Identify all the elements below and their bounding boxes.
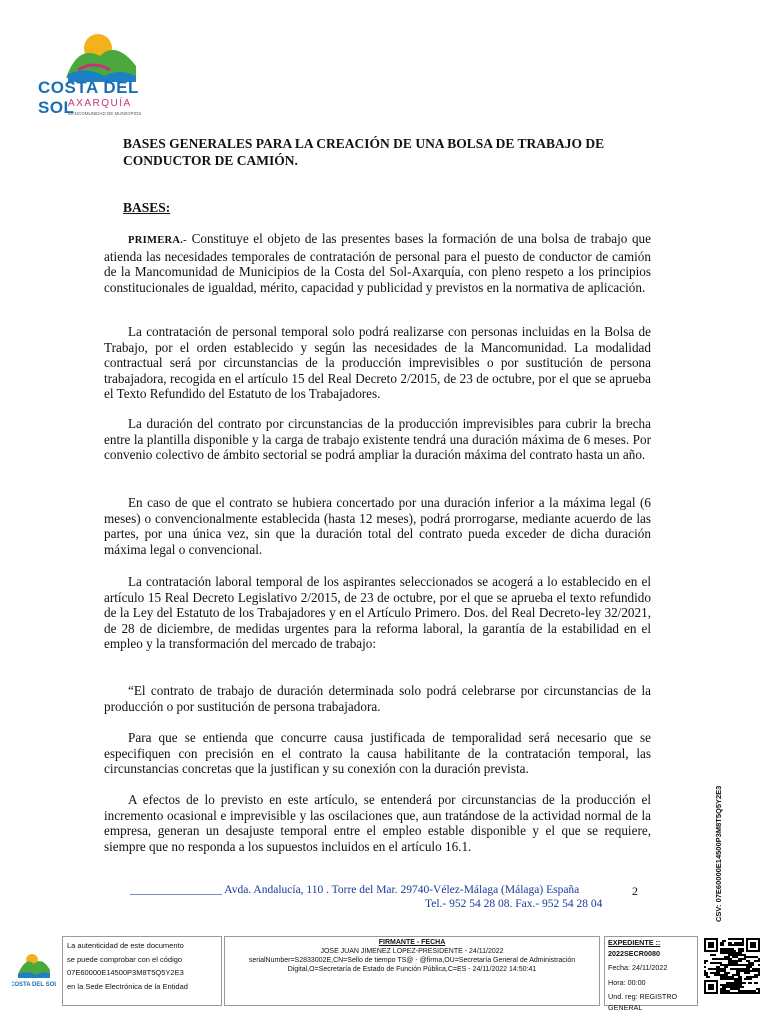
und-reg: Und. reg: REGISTRO GENERAL: [608, 992, 678, 1012]
logo-brand-line1: COSTA DEL SOL: [38, 78, 139, 117]
paragraph-text: La contratación laboral temporal de los aspirantes seleccionados se acogerá a lo establecido en el artículo 15 Real Decreto Legislativo 2/2015, de 23 de octubre, por el que se aprueba el texto refundido de la Ley del Estatuto de los Trabajadores y en el Artículo Primero. Dos. del Real Decreto-ley 32/2021, de 28 de diciembre, de medidas urgentes para la reforma laboral, la garantía de la estabilidad en el empleo y la transformación del mercado de trabajo:: [104, 574, 651, 652]
paragraph-6: [104, 683, 651, 714]
expediente-label: EXPEDIENTE ::: [608, 938, 661, 947]
authenticity-box: [62, 936, 222, 1006]
section-heading: BASES:: [123, 200, 171, 215]
paragraph-4: [104, 495, 651, 557]
fecha: Fecha: 24/11/2022: [608, 963, 668, 972]
paragraph-text: Para que se entienda que concurre causa justificada de temporalidad será necesario que se especifiquen con precisión en el contrato la causa habilitante de la contratación temporal, las circunstancias concretas que la justifican y su conexión con la duración prevista.: [104, 730, 651, 777]
digital-line: Digital,O=Secretaría de Estado de Función Pública,C=ES - 24/11/2022 14:50:41: [287, 966, 537, 973]
firmante-header: FIRMANTE - FECHA: [378, 939, 446, 946]
serial-line: serialNumber=S2833002E,CN=Sello de tiempo TS@ - @firma,OU=Secretaría General de Administración: [248, 957, 576, 964]
paragraph-text: A efectos de lo previsto en este artículo, se entenderá por circunstancias de la producción el incremento ocasional e imprevisible y las oscilaciones que, aun tratándose de la actividad normal de la empresa, generan un desajuste temporal entre el empleo estable disponible y el que se requiere, siempre que no responda a los supuestos incluidos en el artículo 16.1.: [104, 792, 651, 854]
primera-label: PRIMERA.-: [128, 235, 187, 246]
paragraph-text: Constituye el objeto de las presentes bases la formación de una bolsa de trabajo que atienda las necesidades temporales de contratación de personal para el puesto de conductor de camión de la Mancomunidad de Municipios de la Costa del Sol-Axarquía, con pleno respeto a los principios constitucionales de igualdad, mérito, capacidad y publicidad y previstos en la normativa de aplicación.: [104, 231, 652, 295]
logo-brand-line2: AXARQUÍA: [68, 98, 132, 109]
signer-box: [224, 936, 600, 1006]
footer-phone: Tel.- 952 54 28 08. Fax.- 952 54 28 04: [425, 898, 603, 910]
auth-line: La autenticidad de este documento: [67, 941, 184, 950]
paragraph-3: [104, 416, 651, 463]
paragraph-5: [104, 574, 651, 652]
qr-code-icon: [704, 938, 760, 994]
stamp-logo-icon: [12, 948, 56, 992]
hora: Hora: 00:00: [608, 977, 646, 987]
paragraph-text: En caso de que el contrato se hubiera concertado por una duración inferior a la máxima legal (6 meses) o convencionalmente establecida (hasta 12 meses), podrá prorrogarse, mediante acuerdo de las partes, por una única vez, sin que la duración total del contrato pueda exceder de dicha duración máxima legal o convencional.: [104, 495, 651, 557]
paragraph-1: [104, 231, 651, 295]
csv-side-code: CSV: 07E60000E14500P3M8T5Q5Y2E3: [714, 785, 723, 922]
auth-line: se puede comprobar con el código: [67, 954, 183, 964]
paragraph-text: La contratación de personal temporal solo podrá realizarse con personas incluidas en la Bolsa de Trabajo, por el orden establecido y según las necesidades de la Mancomunidad. La modalidad contractual será por circunstancias de la producción imprevisibles o por sustitución de persona trabajadora, recogida en el artículo 15 del Real Decreto 2/2015, de 23 de octubre, por el que se aprueba el Texto Refundido del Estatuto de los Trabajadores.: [104, 324, 651, 402]
paragraph-8: [104, 792, 651, 854]
auth-line: en la Sede Electrónica de la Entidad: [67, 981, 188, 991]
document-title: BASES GENERALES PARA LA CREACIÓN DE UNA BOLSA DE TRABAJO DE CONDUCTOR DE CAMIÓN.: [123, 136, 605, 168]
firmante-name: JOSE JUAN JIMENEZ LOPEZ-PRESIDENTE - 24/11/2022: [320, 948, 504, 955]
auth-line: 07E60000E14500P3M8T5Q5Y2E3: [67, 968, 184, 977]
paragraph-2: [104, 324, 651, 402]
footer-address: ________________ Avda. Andalucía, 110 . Torre del Mar. 29740-Vélez-Málaga (Málaga) España: [130, 884, 580, 896]
paragraph-text: La duración del contrato por circunstancias de la producción imprevisibles para cubrir la brecha entre la plantilla disponible y la carga de trabajo existente tendrá una duración máxima de 6 meses. Por convenio colectivo de ámbito sectorial se podrá ampliar la duración máxima del contrato hasta un año.: [104, 416, 651, 463]
svg-text:COSTA DEL SOL: COSTA DEL SOL: [12, 982, 56, 988]
mancomunidad-logo: [38, 26, 178, 118]
expediente-value: 2022SECR0080: [608, 948, 660, 958]
page-number: 2: [632, 884, 638, 898]
paragraph-7: [104, 730, 651, 777]
logo-brand-line3: MANCOMUNIDAD DE MUNICIPIOS: [68, 111, 142, 116]
paragraph-text: “El contrato de trabajo de duración determinada solo podrá celebrarse por circunstancias de la producción o por sustitución de persona trabajadora.: [104, 683, 651, 714]
expediente-box: [604, 936, 698, 1012]
